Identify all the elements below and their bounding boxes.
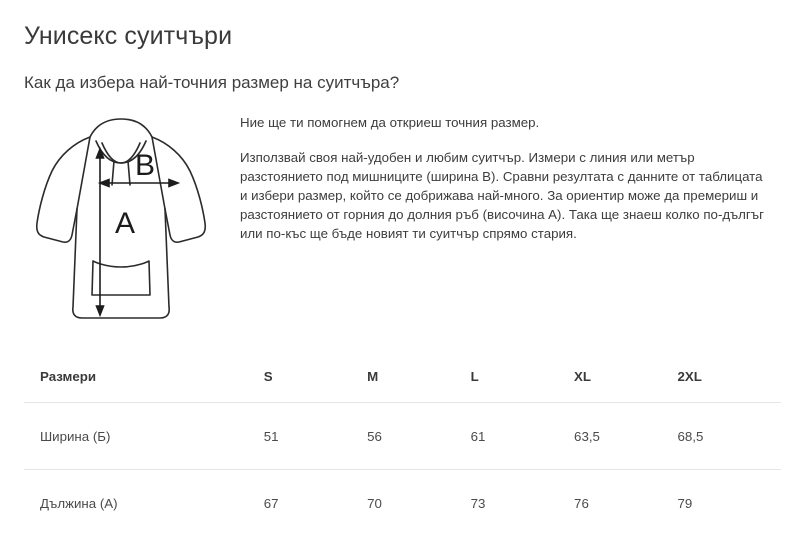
table-row <box>24 403 781 470</box>
row-label-length: Дължина (А) <box>40 495 118 511</box>
table-header-m: M <box>367 350 470 403</box>
table-header-l: L <box>471 350 574 403</box>
intro-paragraph-2: Използвай своя най-удобен и любим суитчър. Измери с линия или метър разстоянието под мишниците (ширина В). Сравни резултата с данните от таблицата и избери размер, който се добрижава най-много. За ориентир може да премериш и разстоянието от горния до долния ръб (височина А). Така ще знаеш колко по-дългъг или по-къс ще бъде новият ти суитчър спрямо стария. <box>240 150 764 241</box>
cell-length-xl: 76 <box>574 495 589 511</box>
row-label-width: Ширина (Б) <box>24 403 264 470</box>
size-table <box>24 350 781 536</box>
cell-width-xl: 63,5 <box>574 403 677 470</box>
table-header-xl: XL <box>574 350 677 403</box>
cell-length-s: 67 <box>263 495 279 511</box>
cell-width-m: 56 <box>367 403 470 470</box>
cell-length-m: 70 <box>367 495 382 511</box>
figure-label-a: A <box>115 207 136 240</box>
page-title: Унисекс суитчъри <box>24 22 233 50</box>
cell-width-2xl: 68,5 <box>678 403 782 470</box>
cell-width-s: 51 <box>264 403 367 470</box>
cell-length-l: 73 <box>470 495 486 511</box>
figure-label-b: B <box>135 149 156 182</box>
page-subtitle: Как да избера най-точния размер на суитчъра? <box>24 73 400 92</box>
intro-paragraph-1: Ние ще ти помогнем да откриеш точния размер. <box>240 115 540 130</box>
table-header-2xl: 2XL <box>678 350 782 403</box>
table-header-row <box>24 350 781 403</box>
intro-section <box>24 109 781 336</box>
hoodie-measurement-diagram <box>30 111 216 336</box>
cell-width-l: 61 <box>471 403 574 470</box>
table-header-sizes: Размери <box>24 350 264 403</box>
cell-length-2xl: 79 <box>677 495 693 511</box>
table-header-s: S <box>264 350 367 403</box>
intro-text <box>240 109 770 243</box>
table-row <box>24 470 781 537</box>
